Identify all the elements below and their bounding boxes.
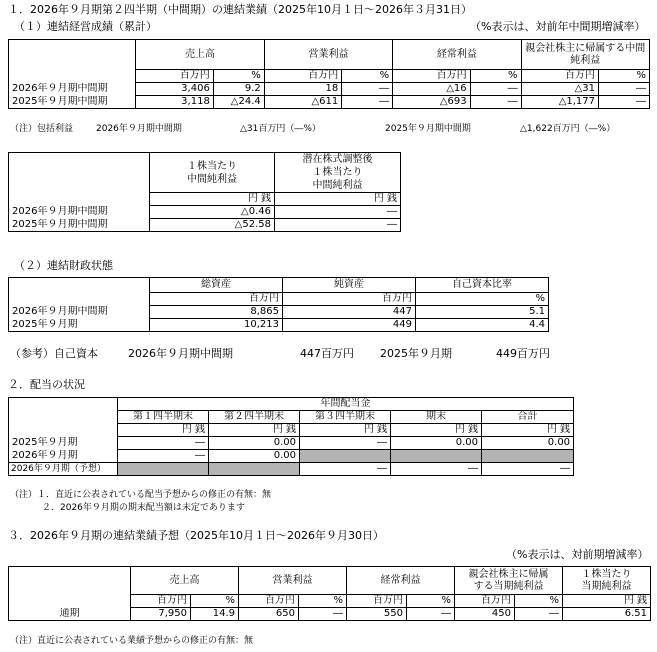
results-header-ordinary: 経常利益 xyxy=(393,40,521,70)
financial-position-title: （２）連結財政状態 xyxy=(14,259,113,272)
row-label: 2026年９月期（予想） xyxy=(9,463,118,476)
unit-cell: % xyxy=(407,595,455,608)
value-cell: ― xyxy=(299,608,347,621)
dividend-header-q2: 第２四半期末 xyxy=(209,411,300,424)
comprehensive-income-period1: 2026年９月期中間期 xyxy=(96,124,182,134)
forecast-header-eps: １株当たり 当期純利益 xyxy=(563,567,651,595)
fp-header-net-assets: 純資産 xyxy=(283,278,416,293)
dividend-header-q1: 第１四半期末 xyxy=(118,411,209,424)
table-row xyxy=(9,608,651,621)
unit-cell: % xyxy=(191,595,239,608)
results-corner xyxy=(9,40,136,70)
unit-cell: % xyxy=(515,595,563,608)
fp-unit-blank xyxy=(9,293,150,306)
dividend-header-blank xyxy=(9,411,118,424)
value-cell: 6.51 xyxy=(563,608,651,621)
fp-corner xyxy=(9,278,150,293)
comprehensive-income-period2: 2025年９月期中間期 xyxy=(385,124,471,134)
value-cell: ― xyxy=(515,608,563,621)
unit-cell: 円 銭 xyxy=(391,424,482,437)
table-row xyxy=(9,83,650,96)
value-cell: ― xyxy=(470,96,521,109)
row-label: 2026年９月期 xyxy=(9,450,118,463)
value-cell: ― xyxy=(482,463,574,476)
value-cell: 447 xyxy=(283,306,416,319)
dividend-table xyxy=(8,397,574,476)
value-cell: 7,950 xyxy=(131,608,191,621)
unit-cell: 円 銭 xyxy=(482,424,574,437)
shaded-cell xyxy=(300,450,391,463)
table-row xyxy=(9,463,574,476)
value-cell: 9.2 xyxy=(213,83,264,96)
shaded-cell xyxy=(209,463,300,476)
value-cell: 550 xyxy=(347,608,407,621)
unit-cell: 百万円 xyxy=(283,293,416,306)
row-label: 2026年９月期中間期 xyxy=(9,306,150,319)
unit-cell: 円 銭 xyxy=(300,424,391,437)
row-label: 2025年９月期 xyxy=(9,319,150,332)
shaded-cell xyxy=(391,450,482,463)
unit-cell: 百万円 xyxy=(393,70,470,83)
forecast-header-net: 親会社株主に帰属 する当期純利益 xyxy=(455,567,563,595)
dividend-note-2: ２．2026年９月期の期末配当額は未定であります xyxy=(42,503,245,513)
value-cell: △611 xyxy=(264,96,341,109)
unit-cell: % xyxy=(213,70,264,83)
table-row xyxy=(9,219,401,232)
row-label: 2026年９月期中間期 xyxy=(9,83,136,96)
row-label: 2025年９月期中間期 xyxy=(9,96,136,109)
value-cell: ― xyxy=(342,83,393,96)
value-cell: 650 xyxy=(239,608,299,621)
value-cell: ― xyxy=(300,437,391,450)
table-row xyxy=(9,319,549,332)
shaded-cell xyxy=(118,463,209,476)
value-cell: △31 xyxy=(521,83,598,96)
value-cell: ― xyxy=(391,463,482,476)
forecast-note-right: （%表示は、対前期増減率） xyxy=(506,548,649,561)
section1-subtitle: （１）連結経営成績（累計） xyxy=(14,20,157,33)
value-cell: 5.1 xyxy=(416,306,549,319)
results-table xyxy=(8,39,650,109)
value-cell: 0.00 xyxy=(482,437,574,450)
dividend-header-q3: 第３四半期末 xyxy=(300,411,391,424)
unit-cell: 円 銭 xyxy=(563,595,651,608)
shaded-cell xyxy=(482,450,574,463)
value-cell: 449 xyxy=(283,319,416,332)
section1-note-right: （%表示は、対前年中間期増減率） xyxy=(470,20,646,33)
unit-cell: % xyxy=(299,595,347,608)
forecast-header-sales: 売上高 xyxy=(131,567,239,595)
equity-ref-period1: 2026年９月期中間期 xyxy=(128,347,233,360)
fp-header-assets: 総資産 xyxy=(150,278,283,293)
eps-table xyxy=(8,152,401,232)
value-cell: △16 xyxy=(393,83,470,96)
value-cell: ― xyxy=(275,206,401,219)
forecast-title: ３．2026年９月期の連結業績予想（2025年10月１日～2026年９月30日） xyxy=(8,529,384,542)
unit-cell: 百万円 xyxy=(131,595,191,608)
value-cell: 4.4 xyxy=(416,319,549,332)
equity-ref-value1: 447百万円 xyxy=(300,347,354,360)
results-unit-blank xyxy=(9,70,136,83)
dividend-note-1: （注）１．直近に公表されている配当予想からの修正の有無：無 xyxy=(10,490,272,500)
value-cell: ― xyxy=(275,219,401,232)
forecast-table xyxy=(8,566,651,621)
value-cell: 10,213 xyxy=(150,319,283,332)
unit-cell: 百万円 xyxy=(239,595,299,608)
dividend-group-header: 年間配当金 xyxy=(118,398,574,411)
value-cell: 0.00 xyxy=(209,450,300,463)
dividend-header-total: 合計 xyxy=(482,411,574,424)
forecast-header-operating: 営業利益 xyxy=(239,567,347,595)
value-cell: 3,406 xyxy=(136,83,213,96)
unit-cell: 円 銭 xyxy=(118,424,209,437)
unit-cell: 百万円 xyxy=(455,595,515,608)
eps-corner xyxy=(9,153,150,193)
unit-cell: % xyxy=(470,70,521,83)
equity-ref-value2: 449百万円 xyxy=(496,347,550,360)
value-cell: 0.00 xyxy=(391,437,482,450)
table-row xyxy=(9,306,549,319)
results-header-sales: 売上高 xyxy=(136,40,264,70)
forecast-unit-blank xyxy=(9,595,131,608)
unit-cell: % xyxy=(599,70,650,83)
eps-header-diluted: 潜在株式調整後 １株当たり 中間純利益 xyxy=(275,153,401,193)
comprehensive-income-value1: △31百万円（―%） xyxy=(240,124,321,134)
value-cell: ― xyxy=(599,83,650,96)
dividend-corner xyxy=(9,398,118,411)
unit-cell: 円 銭 xyxy=(275,193,401,206)
table-row xyxy=(9,96,650,109)
eps-unit-blank xyxy=(9,193,150,206)
comprehensive-income-value2: △1,622百万円（―%） xyxy=(520,124,616,134)
unit-cell: 円 銭 xyxy=(150,193,275,206)
value-cell: △24.4 xyxy=(213,96,264,109)
value-cell: △1,177 xyxy=(521,96,598,109)
value-cell: 450 xyxy=(455,608,515,621)
value-cell: △0.46 xyxy=(150,206,275,219)
unit-cell: 百万円 xyxy=(264,70,341,83)
table-row xyxy=(9,450,574,463)
forecast-corner xyxy=(9,567,131,595)
unit-cell: 百万円 xyxy=(150,293,283,306)
unit-cell: 円 銭 xyxy=(209,424,300,437)
row-label: 通期 xyxy=(9,608,131,621)
forecast-header-ordinary: 経常利益 xyxy=(347,567,455,595)
value-cell: △52.58 xyxy=(150,219,275,232)
dividend-title: ２．配当の状況 xyxy=(8,378,85,391)
value-cell: 18 xyxy=(264,83,341,96)
unit-cell: 百万円 xyxy=(521,70,598,83)
results-header-net: 親会社株主に帰属する中間純利益 xyxy=(521,40,649,70)
forecast-note: （注）直近に公表されている業績予想からの修正の有無：無 xyxy=(10,636,254,646)
financial-position-table xyxy=(8,277,549,332)
row-label: 2025年９月期中間期 xyxy=(9,219,150,232)
eps-header-basic: １株当たり 中間純利益 xyxy=(150,153,275,193)
value-cell: ― xyxy=(407,608,455,621)
value-cell: ― xyxy=(599,96,650,109)
value-cell: △693 xyxy=(393,96,470,109)
table-row xyxy=(9,206,401,219)
equity-ref-label: （参考）自己資本 xyxy=(10,347,98,360)
row-label: 2025年９月期 xyxy=(9,437,118,450)
value-cell: ― xyxy=(118,450,209,463)
value-cell: ― xyxy=(470,83,521,96)
unit-cell: 百万円 xyxy=(136,70,213,83)
value-cell: 8,865 xyxy=(150,306,283,319)
fp-header-equity-ratio: 自己資本比率 xyxy=(416,278,549,293)
value-cell: ― xyxy=(342,96,393,109)
dividend-header-year-end: 期末 xyxy=(391,411,482,424)
section1-title: １．2026年９月期第２四半期（中間期）の連結業績（2025年10月１日～2026年３月31日） xyxy=(8,3,472,16)
value-cell: ― xyxy=(118,437,209,450)
results-header-operating: 営業利益 xyxy=(264,40,392,70)
value-cell: 3,118 xyxy=(136,96,213,109)
equity-ref-period2: 2025年９月期 xyxy=(380,347,452,360)
unit-cell: 百万円 xyxy=(347,595,407,608)
value-cell: 14.9 xyxy=(191,608,239,621)
dividend-unit-blank xyxy=(9,424,118,437)
table-row xyxy=(9,437,574,450)
value-cell: 0.00 xyxy=(209,437,300,450)
comprehensive-income-label: （注）包括利益 xyxy=(10,124,74,134)
value-cell: ― xyxy=(300,463,391,476)
unit-cell: % xyxy=(416,293,549,306)
unit-cell: % xyxy=(342,70,393,83)
row-label: 2026年９月期中間期 xyxy=(9,206,150,219)
